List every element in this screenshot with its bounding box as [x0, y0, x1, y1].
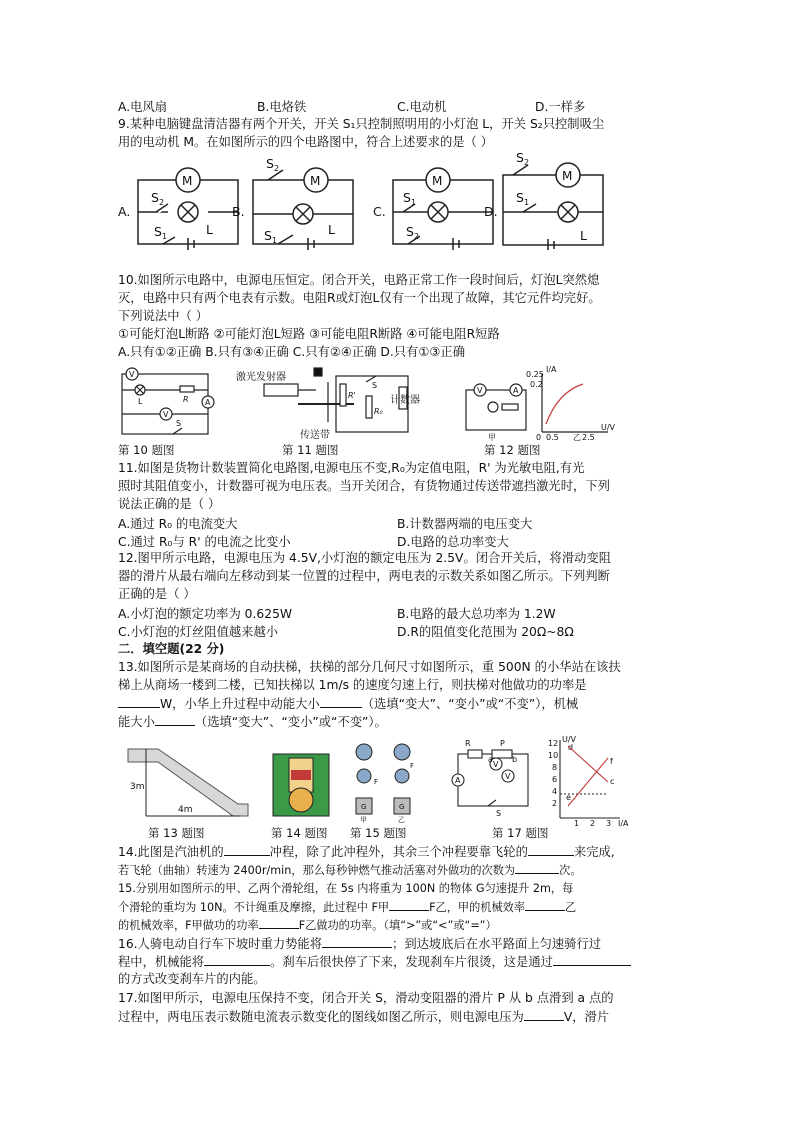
- q14-text-line1c: 来完成,: [573, 845, 615, 859]
- q9-switch-sub: 2: [273, 164, 280, 173]
- fig10-lamp-label: L: [138, 397, 143, 406]
- q9-motor-label: M: [182, 174, 193, 188]
- q14-blank-count[interactable]: [515, 861, 559, 874]
- fig15-g1-label: G: [361, 803, 367, 811]
- q14-text-line1b: 冲程，除了此冲程外，其余三个冲程要靠飞轮的: [269, 845, 528, 859]
- q13-text-line4: [118, 713, 387, 731]
- svg-text:S2: [406, 224, 419, 241]
- fig15-g2-label: G: [399, 803, 405, 811]
- q16-text-line1: [118, 935, 601, 953]
- q12-text-line1: 12.图甲所示电路，电源电压为 4.5V,小灯泡的额定电压为 2.5V。闭合开关后，将滑动变阻: [118, 551, 612, 565]
- fig17-point-c: c: [610, 777, 615, 786]
- fig11-rprime-label: R': [348, 391, 356, 400]
- q16-blank-mechanical[interactable]: [204, 953, 270, 966]
- fig12-figure: [458, 362, 618, 442]
- caption-fig14: 第 14 题图: [271, 826, 328, 840]
- q13-text-line3b: （选填“变大”、“变小”或“不变”），机械: [361, 697, 579, 711]
- q12-option-a: A.小灯泡的额定功率为 0.625W: [118, 607, 293, 621]
- q9-switch-label: S: [516, 190, 524, 205]
- q16-text-line3: 的方式改变刹车片的内能。: [118, 972, 266, 986]
- caption-fig15: 第 15 题图: [350, 826, 407, 840]
- svg-text:S2: [516, 150, 529, 167]
- q15-text-line3: [118, 916, 497, 934]
- q15-blank-efficiency[interactable]: [525, 898, 565, 911]
- q9-circuit-figure: [118, 150, 688, 250]
- svg-text:S2: [266, 156, 279, 173]
- fig10-ammeter: A: [205, 398, 211, 407]
- q11-text-line2: 照时其阻值变小，计数器可视为电压表。当开关闭合，有货物通过传送带遮挡激光时，下列: [118, 479, 610, 493]
- fig17-voltmeter-2: V: [505, 772, 511, 781]
- fig12-x-tick-0: 0: [536, 433, 542, 442]
- q10-text-line5: A.只有①②正确 B.只有③④正确 C.只有②④正确 D.只有①③正确: [118, 345, 465, 359]
- q11-option-d: D.电路的总功率变大: [397, 535, 509, 549]
- fig17-ammeter: A: [455, 776, 461, 785]
- fig12-y-tick-2: 0.2: [530, 380, 543, 389]
- q11-option-c: C.通过 R₀与 R' 的电流之比变小: [118, 535, 291, 549]
- q10-text-line2: 灭，电路中只有两个电表有示数。电阻R或灯泡L仅有一个出现了故障，其它元件均完好。: [118, 291, 601, 305]
- fig12-sub-label: 乙: [573, 433, 581, 442]
- fig15-yi-label: 乙: [398, 816, 405, 824]
- q9-switch-sub: 1: [161, 232, 168, 241]
- fig11-circuit: [236, 362, 426, 442]
- q15-blank-force[interactable]: [389, 898, 429, 911]
- q12-text-line2: 器的滑片从最右端向左移动到某一位置的过程中，两电表的示数关系如图乙所示。下列判断: [118, 569, 610, 583]
- fig17-y-tick-12: 12: [548, 739, 559, 748]
- fig10-voltmeter-top: V: [129, 370, 135, 379]
- caption-fig13: 第 13 题图: [148, 826, 205, 840]
- fig10-voltmeter-mid: V: [163, 410, 169, 419]
- q12-option-d: D.R的阻值变化范围为 20Ω~8Ω: [397, 625, 574, 639]
- q17-text-line2b: V，滑片: [563, 1010, 610, 1024]
- q9-label-a: A.: [118, 204, 131, 219]
- fig15-pulleys: [348, 738, 422, 824]
- fig17-x-axis-label: I/A: [618, 819, 629, 828]
- fig12-ammeter: A: [513, 386, 519, 395]
- q13-text-line2: 梯上从商场一楼到二楼，已知扶梯以 1m/s 的速度匀速上行，则扶梯对他做功的功率是: [118, 678, 587, 692]
- q9-switch-label: S: [403, 190, 411, 205]
- svg-text:S1: [154, 224, 167, 241]
- q17-text-line2: [118, 1008, 609, 1026]
- svg-text:S1: [403, 190, 416, 207]
- fig17-point-f: f: [610, 757, 613, 766]
- fig12-y-axis-label: I/A: [546, 365, 557, 374]
- q11-option-b: B.计数器两端的电压变大: [397, 517, 533, 531]
- q9-switch-sub: 2: [413, 232, 420, 241]
- fig12-x-tick-1: 0.5: [546, 433, 559, 442]
- caption-fig11: 第 11 题图: [282, 443, 339, 457]
- q8-option-b: B.电烙铁: [257, 100, 307, 114]
- fig17-point-e: e: [566, 793, 571, 802]
- fig15-f1-label: F: [374, 778, 379, 786]
- fig17-voltmeter-1: V: [493, 760, 499, 769]
- q11-text-line1: 11.如图是货物计数装置简化电路图,电源电压不变,R₀为定值电阻，R' 为光敏电阻,有光: [118, 461, 585, 475]
- q16-blank-method[interactable]: [553, 953, 631, 966]
- fig17-p-label: P: [500, 739, 505, 748]
- q14-text-line1: [118, 843, 615, 861]
- fig11-belt-label: 传送带: [300, 430, 330, 441]
- fig12-y-tick-1: 0.25: [526, 370, 544, 379]
- q9-motor-label: M: [432, 174, 443, 188]
- fig17-switch-label: S: [496, 809, 502, 818]
- q14-blank-stroke[interactable]: [224, 843, 270, 856]
- q13-text-line4a: 能大小: [118, 715, 155, 729]
- q12-text-line3: 正确的是（ ）: [118, 587, 196, 601]
- fig11-counter-label: 计数器: [390, 395, 420, 406]
- q15-text-line3a: 的机械效率，F甲做功的功率: [118, 919, 259, 932]
- q16-text-line2a: 程中，机械能将: [118, 955, 205, 969]
- fig14-engine: [265, 736, 337, 824]
- caption-fig17: 第 17 题图: [492, 826, 549, 840]
- fig13-escalator: [118, 734, 258, 824]
- q12-option-b: B.电路的最大总功率为 1.2W: [397, 607, 556, 621]
- q9-text-line1: 9.某种电脑键盘清洁器有两个开关，开关 S₁只控制照明用的小灯泡 L，开关 S₂只控制吸尘: [118, 117, 605, 131]
- fig17-y-axis-label: U/V: [562, 735, 577, 744]
- fig17-a-label: a: [488, 755, 493, 764]
- q9-text-line2: 用的电动机 M。在如图所示的四个电路图中，符合上述要求的是（ ）: [118, 135, 494, 149]
- q14-blank-inertia[interactable]: [528, 843, 574, 856]
- q15-text-line2: [118, 898, 576, 916]
- fig10-resistor-label: R: [183, 395, 189, 404]
- q14-text-line2a: 若飞轮（曲轴）转速为 2400r/min，那么每秒钟燃气推动活塞对外做功的次数为: [118, 864, 516, 877]
- q10-text-line1: 10.如图所示电路中，电源电压恒定。闭合开关，电路正常工作一段时间后，灯泡L突然熄: [118, 273, 600, 287]
- q8-option-a: A.电风扇: [118, 100, 167, 114]
- q9-switch-sub: 1: [271, 236, 278, 245]
- fig10-switch-label: S: [176, 419, 182, 428]
- q10-text-line3: 下列说法中（ ）: [118, 309, 208, 323]
- q10-text-line4: ①可能灯泡L断路 ②可能灯泡L短路 ③可能电阻R断路 ④可能电阻R短路: [118, 327, 500, 341]
- fig15-f2-label: F: [410, 762, 415, 770]
- q15-blank-power[interactable]: [259, 916, 299, 929]
- fig17-b-label: b: [512, 755, 518, 764]
- q13-blank-power[interactable]: [118, 695, 160, 708]
- q13-text-line3: [118, 695, 578, 713]
- q9-switch-label: S: [266, 156, 274, 171]
- svg-text:S1: [264, 228, 277, 245]
- q9-switch-label: S: [264, 228, 272, 243]
- fig17-y-tick-8: 8: [552, 763, 558, 772]
- q13-text-line1: 13.如图所示是某商场的自动扶梯，扶梯的部分几何尺寸如图所示，重 500N 的小华站在该扶: [118, 660, 621, 674]
- q12-option-c: C.小灯泡的灯丝阻值越来越小: [118, 625, 279, 639]
- fig12-x-tick-2: 2.5: [582, 433, 595, 442]
- q9-switch-sub: 2: [158, 198, 165, 207]
- q14-text-line2: [118, 861, 582, 879]
- fig15-jia-label: 甲: [360, 816, 367, 824]
- q15-text-line1: 15.分别用如图所示的甲、乙两个滑轮组，在 5s 内将重为 100N 的物体 G匀速提升 2m，每: [118, 882, 574, 895]
- q9-switch-label: S: [151, 190, 159, 205]
- q13-text-line3a: W，小华上升过程中动能大小: [160, 697, 320, 711]
- q13-blank-mechanical[interactable]: [155, 713, 195, 726]
- q9-switch-label: S: [154, 224, 162, 239]
- fig17-r-label: R: [465, 739, 471, 748]
- q16-blank-potential[interactable]: [322, 935, 392, 948]
- fig12-voltmeter: V: [477, 386, 483, 395]
- q15-text-line2a: 个滑轮的重均为 10N。不计绳重及摩擦，此过程中 F甲: [118, 901, 390, 914]
- q16-text-line2b: 。刹车后很快停了下来，发现刹车片很烫，这是通过: [270, 955, 553, 969]
- q8-option-c: C.电动机: [397, 100, 447, 114]
- q9-lamp-label: L: [328, 222, 335, 237]
- fig17-figure: [450, 734, 630, 828]
- q15-text-line3b: F乙做功的功率。（填“>”或“<”或“=”）: [298, 919, 497, 932]
- fig17-y-tick-6: 6: [552, 775, 558, 784]
- q13-text-line4b: （选填“变大”、“变小”或“不变”）。: [194, 715, 387, 729]
- fig17-x-tick-3: 3: [606, 819, 612, 828]
- q9-switch-sub: 1: [523, 198, 530, 207]
- fig12-x-axis-label: U/V: [601, 423, 616, 432]
- fig17-y-tick-2: 2: [552, 799, 558, 808]
- fig17-x-tick-2: 2: [590, 819, 596, 828]
- q17-text-line2a: 过程中，两电压表示数随电流表示数变化的图线如图乙所示，则电源电压为: [118, 1010, 524, 1024]
- q9-label-d: D.: [484, 204, 498, 219]
- q15-text-line2b: F乙，甲的机械效率: [429, 901, 526, 914]
- q9-motor-label: M: [310, 174, 321, 188]
- fig17-y-tick-4: 4: [552, 787, 558, 796]
- q17-blank-voltage[interactable]: [524, 1008, 564, 1021]
- q9-switch-label: S: [406, 224, 414, 239]
- q11-option-a: A.通过 R₀ 的电流变大: [118, 517, 238, 531]
- q14-text-line2b: 次。: [559, 864, 582, 877]
- fig10-circuit: [118, 362, 218, 440]
- q14-text-line1a: 14.此图是汽油机的: [118, 845, 224, 859]
- fig12-jia-label: 甲: [488, 433, 496, 442]
- fig11-switch-label: S: [372, 381, 378, 390]
- q11-text-line3: 说法正确的是（ ）: [118, 497, 221, 511]
- fig17-point-d: d: [568, 743, 574, 752]
- q16-text-line2: [118, 953, 631, 971]
- section-fill-in-title: 二．填空题(22 分): [118, 642, 225, 656]
- q9-label-b: B.: [232, 204, 245, 219]
- svg-text:S2: [151, 190, 164, 207]
- q16-text-line1b: ；到达坡底后在水平路面上匀速骑行过: [392, 937, 602, 951]
- fig13-height-label: 3m: [130, 782, 145, 792]
- q9-lamp-label: L: [206, 222, 213, 237]
- q13-blank-kinetic[interactable]: [320, 695, 362, 708]
- fig11-laser-label: 激光发射器: [236, 372, 286, 383]
- fig13-width-label: 4m: [178, 805, 193, 815]
- fig11-r0-label: R₀: [374, 407, 383, 416]
- q9-switch-label: S: [516, 150, 524, 165]
- q16-text-line1a: 16.人骑电动自行车下坡时重力势能将: [118, 937, 323, 951]
- q8-option-d: D.一样多: [535, 100, 586, 114]
- fig17-line-ef: [568, 758, 608, 806]
- fig17-line-dc: [568, 746, 608, 782]
- fig17-x-tick-1: 1: [574, 819, 580, 828]
- q9-label-c: C.: [373, 204, 386, 219]
- svg-text:S1: [516, 190, 529, 207]
- q9-lamp-label: L: [580, 228, 587, 243]
- q9-motor-label: M: [562, 169, 573, 183]
- caption-fig10: 第 10 题图: [118, 443, 175, 457]
- q9-switch-sub: 2: [523, 158, 530, 167]
- q9-switch-sub: 1: [410, 198, 417, 207]
- q17-text-line1: 17.如图甲所示，电源电压保持不变，闭合开关 S，滑动变阻器的滑片 P 从 b 点滑到 a 点的: [118, 991, 614, 1005]
- q15-text-line2c: 乙: [565, 901, 577, 914]
- caption-fig12: 第 12 题图: [484, 443, 541, 457]
- fig17-y-tick-10: 10: [548, 751, 559, 760]
